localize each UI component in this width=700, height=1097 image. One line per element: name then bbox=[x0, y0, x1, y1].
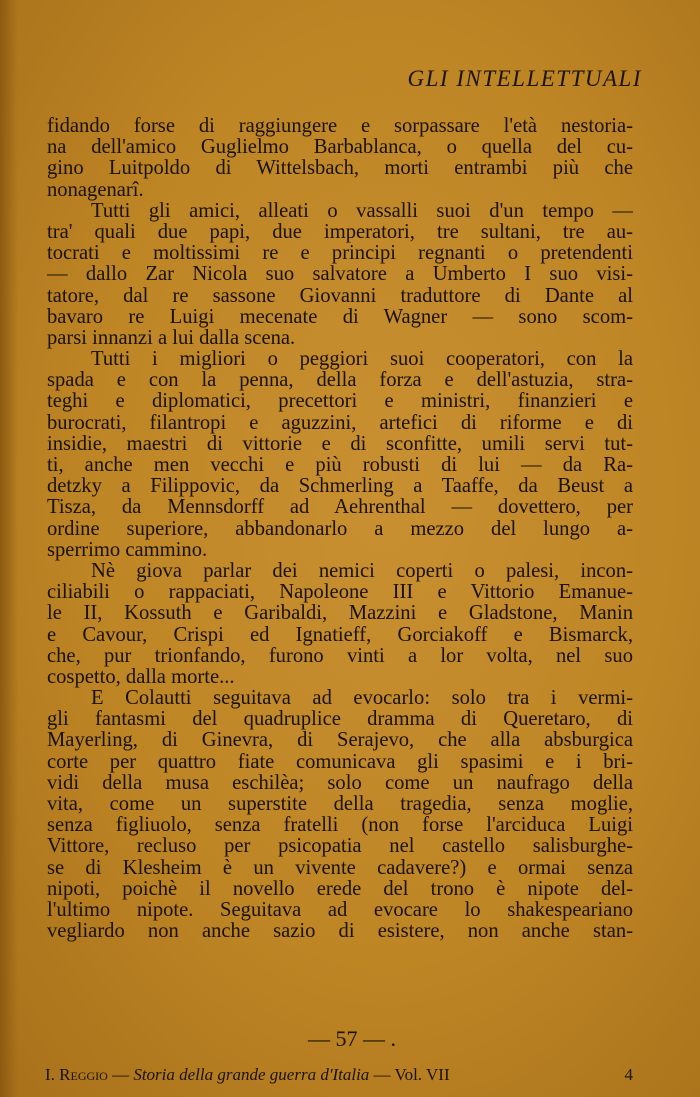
text-line: — dallo Zar Nicola suo salvatore a Umberto I suo visi- bbox=[47, 263, 633, 286]
footer-author: I. Reggio bbox=[45, 1065, 108, 1084]
text-line: tatore, dal re sassone Giovanni traduttore di Dante al bbox=[47, 284, 633, 307]
text-line: spada e con la penna, della forza e dell'astuzia, stra- bbox=[47, 369, 633, 392]
text-line: Tutti gli amici, alleati o vassalli suoi d'un tempo — bbox=[91, 199, 633, 222]
text-line: gino Luitpoldo di Wittelsbach, morti entrambi più che bbox=[47, 157, 633, 180]
footer-book-title: Storia della grande guerra d'Italia bbox=[133, 1065, 370, 1084]
text-line: e Cavour, Crispi ed Ignatieff, Gorciakoff e Bismarck, bbox=[47, 623, 633, 646]
body-text bbox=[47, 116, 633, 942]
text-line: Nè giova parlar dei nemici coperti o palesi, incon- bbox=[91, 559, 633, 582]
text-line: detzky a Filippovic, da Schmerling a Taaffe, da Beust a bbox=[47, 475, 633, 498]
text-line: teghi e diplomatici, precettori e ministri, finanzieri e bbox=[47, 390, 633, 413]
text-line: fidando forse di raggiungere e sorpassare l'età nestoria- bbox=[47, 115, 633, 137]
text-line: Tisza, da Mennsdorff ad Aehrenthal — dovettero, per bbox=[47, 496, 633, 519]
text-line: che, pur trionfando, furono vinti a lor volta, nel suo bbox=[47, 644, 633, 667]
footer-separator: — bbox=[369, 1065, 395, 1084]
text-line: ti, anche men vecchi e più robusti di lui — da Ra- bbox=[47, 454, 633, 476]
text-line: gli fantasmi del quadruplice dramma di Queretaro, di bbox=[47, 708, 633, 731]
text-line: nonagenarî. bbox=[47, 178, 144, 201]
text-line: sperrimo cammino. bbox=[47, 538, 208, 561]
text-line: se di Klesheim è un vivente cadavere?) e ormai senza bbox=[47, 856, 633, 879]
text-line: insidie, maestri di vittorie e di sconfitte, umili servi tut- bbox=[47, 432, 633, 455]
text-line: corte per quattro fiate comunicava gli spasimi e i bri- bbox=[47, 750, 633, 773]
text-line: Vittore, recluso per psicopatia nel castello salisburghe- bbox=[47, 835, 633, 858]
text-line: senza figliuolo, senza fratelli (non forse l'arciduca Luigi bbox=[47, 814, 633, 837]
text-line: Tutti i migliori o peggiori suoi cooperatori, con la bbox=[91, 348, 633, 371]
footer-separator: — bbox=[107, 1065, 134, 1084]
text-line: ordine superiore, abbandonarlo a mezzo del lungo a- bbox=[47, 517, 633, 540]
running-header: GLI INTELLETTUALI bbox=[407, 66, 642, 91]
text-line: na dell'amico Guglielmo Barbablanca, o quella del cu- bbox=[47, 136, 633, 159]
footer bbox=[45, 1065, 633, 1085]
text-line: vidi della musa eschilèa; solo come un naufrago della bbox=[47, 771, 633, 794]
text-line: tocrati e moltissimi re e principi regnanti o pretendenti bbox=[47, 242, 633, 265]
text-line: le II, Kossuth e Garibaldi, Mazzini e Gladstone, Manin bbox=[47, 602, 633, 625]
text-line: burocrati, filantropi e aguzzini, artefici di riforme e di bbox=[47, 411, 633, 434]
text-line: bavaro re Luigi mecenate di Wagner — sono scom- bbox=[47, 305, 633, 328]
text-line: vegliardo non anche sazio di esistere, non anche stan- bbox=[47, 920, 633, 943]
text-line: E Colautti seguitava ad evocarlo: solo tra i vermi- bbox=[91, 687, 633, 710]
text-line: nipoti, poichè il novello erede del trono è nipote del- bbox=[47, 877, 633, 900]
page-number: — 57 — . bbox=[308, 1026, 396, 1051]
footer-signature-mark: 4 bbox=[624, 1065, 633, 1084]
text-line: l'ultimo nipote. Seguitava ad evocare lo shakespeariano bbox=[47, 898, 633, 921]
text-line: tra' quali due papi, due imperatori, tre sultani, tre au- bbox=[47, 220, 633, 243]
text-line: Mayerling, di Ginevra, di Serajevo, che alla absburgica bbox=[47, 729, 633, 752]
text-line: parsi innanzi a lui dalla scena. bbox=[47, 326, 296, 349]
text-line: ciliabili o rappaciati, Napoleone III e Vittorio Emanue- bbox=[47, 581, 633, 604]
text-line: vita, come un superstite della tragedia, senza moglie, bbox=[47, 793, 633, 815]
text-line: cospetto, dalla morte... bbox=[47, 665, 235, 688]
footer-volume: Vol. VII bbox=[394, 1065, 450, 1084]
